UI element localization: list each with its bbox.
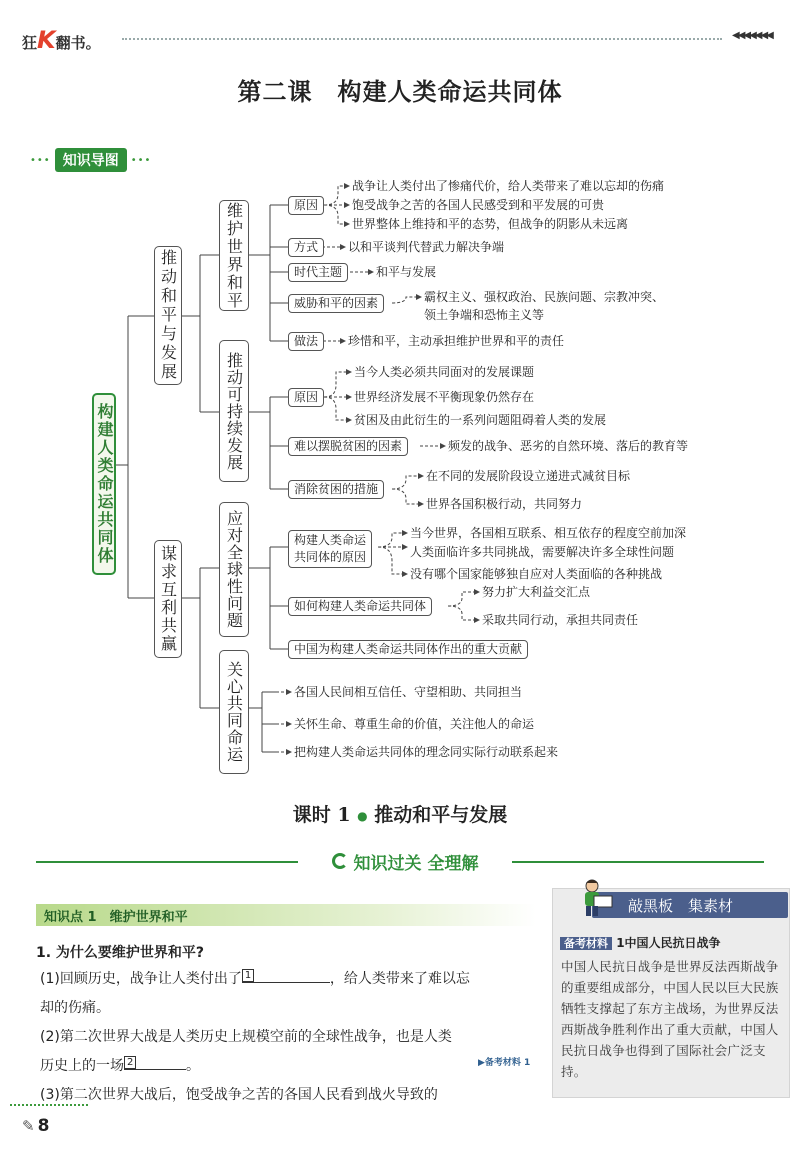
leaf-sustain-cause-3: 贫困及由此衍生的一系列问题阻碍着人类的发展 [354, 413, 607, 427]
header-arrows: ◀◀◀◀◀◀◀ [732, 30, 772, 41]
leaf-peace-theme: 和平与发展 [376, 265, 437, 279]
leaf-peace-cause-1: 战争让人类付出了惨痛代价，给人类带来了难以忘却的伤痛 [352, 179, 665, 193]
node-poverty-factors: 难以摆脱贫困的因素 [288, 437, 408, 456]
lesson-name: 推动和平与发展 [374, 804, 508, 826]
leaf-sustain-cause-1: 当今人类必须共同面对的发展课题 [354, 365, 535, 379]
sub-maintain-peace [219, 200, 249, 311]
logo-text-prefix: 狂 [22, 34, 38, 52]
sub-global-issues-label: 应对全球性问题 [224, 510, 244, 629]
leaf-peace-way: 以和平谈判代替武力解决争端 [348, 240, 505, 254]
sub-maintain-peace-label: 维护世界和平 [224, 201, 244, 310]
refresh-icon [332, 853, 348, 869]
leaf-peace-cause-3: 世界整体上维持和平的态势，但战争的阴影从未远离 [352, 217, 629, 231]
blank-1[interactable] [242, 966, 330, 983]
leaf-community-reason-1: 当今世界，各国相互联系、相互依存的程度空前加深 [410, 526, 687, 540]
paragraph-3: (3)第二次世界大战后，饱受战争之苦的各国人民看到战火导致的 [40, 1087, 438, 1103]
answer-paragraphs [40, 965, 540, 1110]
leaf-peace-threat-2: 领土争端和恐怖主义等 [424, 308, 545, 322]
logo-text-suffix: 翻书。 [55, 34, 101, 52]
node-peace-way: 方式 [288, 238, 324, 257]
question-heading: 1. 为什么要维护世界和平? [36, 945, 205, 961]
node-peace-cause: 原因 [288, 196, 324, 215]
paragraph-2-line2 [40, 1052, 540, 1081]
node-how-build: 如何构建人类命运共同体 [288, 597, 432, 616]
lesson-title [0, 800, 800, 827]
blank-2-number: 2 [124, 1056, 136, 1069]
sub-global-issues [219, 502, 249, 637]
leaf-destiny-2: 关怀生命、尊重生命的价值，关注他人的命运 [294, 717, 535, 731]
chapter-title: 第二课 构建人类命运共同体 [237, 77, 563, 106]
branch-mutual-benefit [154, 540, 182, 658]
sub-sustainable-development [219, 340, 249, 482]
node-peace-threat: 威胁和平的因素 [288, 294, 384, 313]
paragraph-2 [40, 1023, 540, 1052]
paragraph-1-text-b: ，给人类带来了难以忘 [329, 971, 470, 987]
sidebar-header-bar: 敲黑板 集素材 [592, 892, 788, 918]
paragraph-1 [40, 965, 540, 994]
sub-common-destiny [219, 650, 249, 774]
exam-material-chip: 备考材料 [560, 937, 612, 950]
leaf-peace-cause-2: 饱受战争之苦的各国人民感受到和平发展的可贵 [352, 198, 605, 212]
paragraph-1-text-c: 却的伤痛。 [40, 1000, 110, 1016]
paragraph-1-text-a: (1)回顾历史，战争让人类付出了 [40, 971, 242, 987]
leaf-sustain-cause-2: 世界经济发展不平衡现象仍然存在 [354, 390, 535, 404]
banner-rule-right [512, 861, 764, 863]
knowledge-map-tag: 知识导图 [55, 148, 127, 172]
node-peace-action: 做法 [288, 332, 324, 351]
page-number [22, 1112, 74, 1140]
leaf-peace-threat-1: 霸权主义、强权政治、民族问题、宗教冲突、 [424, 290, 665, 304]
sidebar-subtitle-text: 1中国人民抗日战争 [616, 936, 721, 950]
teacher-figure-icon [574, 878, 614, 918]
root-label: 构建人类命运共同体 [95, 403, 114, 565]
leaf-poverty-factors: 频发的战争、恶劣的自然环境、落后的教育等 [448, 439, 689, 453]
node-sustain-cause: 原因 [288, 388, 324, 407]
dots-left-icon: ••• [30, 154, 51, 166]
blank-2[interactable] [124, 1053, 186, 1070]
node-community-reason-line2: 共同体的原因 [294, 550, 367, 564]
leaf-community-reason-2: 人类面临许多共同挑战，需要解决许多全球性问题 [410, 545, 675, 559]
leaf-how-build-1: 努力扩大利益交汇点 [482, 585, 591, 599]
lesson-dot-icon: ● [357, 809, 368, 823]
paragraph-2-text-a: (2)第二次世界大战是人类历史上规模空前的全球性战争，也是人类 [40, 1029, 452, 1045]
branch-peace-development-label: 推动和平与发展 [158, 249, 178, 382]
node-community-reason [288, 530, 372, 568]
leaf-how-build-2: 采取共同行动，承担共同责任 [482, 613, 639, 627]
section-banner-label: 知识过关 全理解 [353, 853, 479, 874]
sub-sustainable-development-label: 推动可持续发展 [224, 351, 244, 471]
leaf-destiny-3: 把构建人类命运共同体的理念同实际行动联系起来 [294, 745, 559, 759]
lesson-number: 课时 1 [292, 804, 351, 826]
leaf-peace-action: 珍惜和平，主动承担维护世界和平的责任 [348, 334, 565, 348]
mindmap-root [92, 393, 116, 575]
leaf-poverty-measure-1: 在不同的发展阶段设立递进式减贫目标 [426, 469, 631, 483]
blank-1-number: 1 [242, 969, 254, 982]
sub-common-destiny-label: 关心共同命运 [224, 661, 244, 763]
branch-peace-development [154, 246, 182, 385]
footer-dotted-rule [10, 1104, 88, 1106]
page-number-text: 8 [37, 1116, 50, 1136]
leaf-poverty-measure-2: 世界各国积极行动，共同努力 [426, 497, 583, 511]
leaf-destiny-1: 各国人民间相互信任、守望相助、共同担当 [294, 685, 523, 699]
node-peace-theme: 时代主题 [288, 263, 348, 282]
banner-rule-left [36, 861, 298, 863]
section-banner [300, 848, 510, 874]
pencil-icon: ✎ [22, 1117, 35, 1135]
sidebar-body: 中国人民抗日战争是世界反法西斯战争的重要组成部分，中国人民以巨大民族牺牲支撑起了东方主战场，为世界反法西斯战争胜利作出了重大贡献，中国人民抗日战争也得到了国际社会广泛支持。 [561, 959, 779, 1079]
paragraph-2-text-c: 。 [186, 1058, 200, 1074]
branch-mutual-benefit-label: 谋求互利共赢 [158, 545, 178, 653]
logo-k: K [37, 26, 56, 54]
node-community-reason-line1: 构建人类命运 [294, 533, 367, 547]
paragraph-2-text-b: 历史上的一场 [40, 1058, 124, 1074]
node-china-contribution: 中国为构建人类命运共同体作出的重大贡献 [288, 640, 528, 659]
leaf-community-reason-3: 没有哪个国家能够独自应对人类面临的各种挑战 [410, 567, 663, 581]
node-poverty-measures: 消除贫困的措施 [288, 480, 384, 499]
dots-right-icon: ••• [130, 154, 152, 166]
sidebar-subtitle [560, 934, 721, 951]
exam-material-reference[interactable]: ▶备考材料 1 [478, 1058, 531, 1068]
knowledge-point-heading: 知识点 1 维护世界和平 [36, 904, 536, 926]
